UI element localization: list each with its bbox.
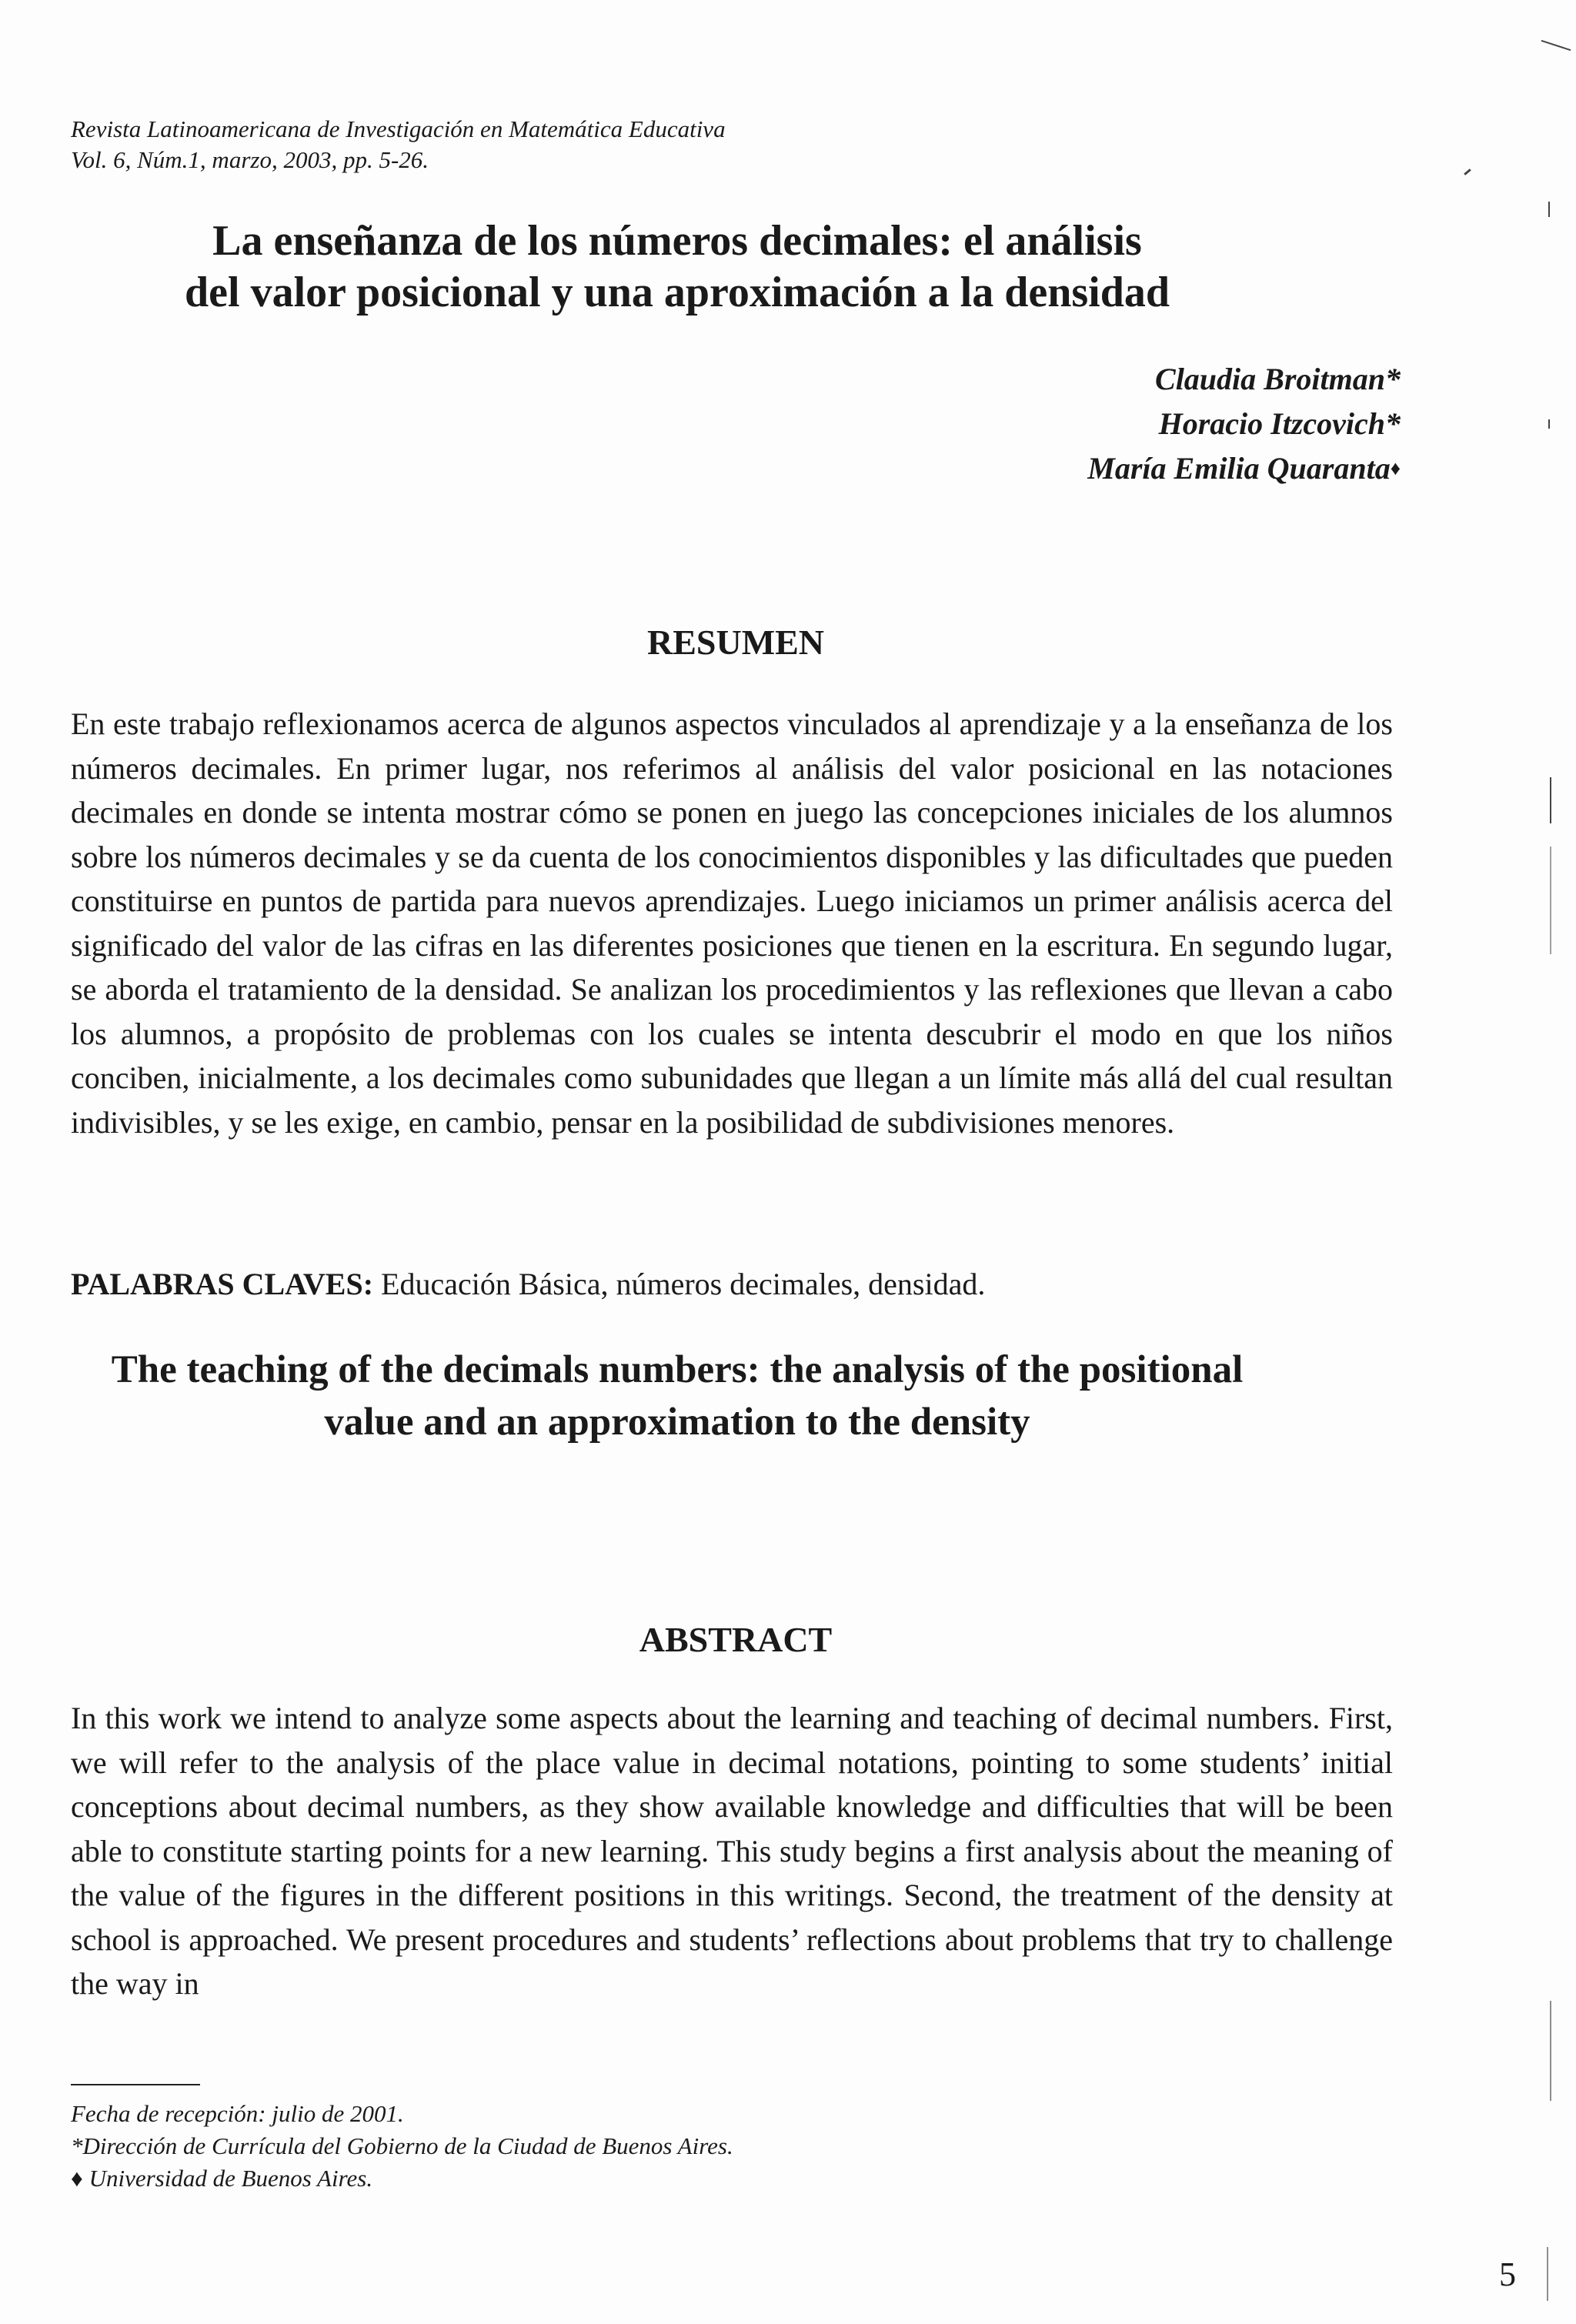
footnotes bbox=[71, 2098, 733, 2195]
spanish-title bbox=[108, 215, 1247, 319]
resumen-paragraph: En este trabajo reflexionamos acerca de algunos aspectos vinculados al aprendizaje y a la enseñanza de los números decimales. En primer lugar, nos referimos al análisis del valor posicional en las notaciones decimales en donde se intenta mostrar cómo se ponen en juego las concepciones iniciales de los alumnos sobre los números decimales y se da cuenta de los conocimientos disponibles y las dificultades que pueden constituirse en puntos de partida para nuevos aprendizajes. Luego iniciamos un primer análisis acerca del significado del valor de las cifras en las diferentes posiciones que tienen en la escritura. En segundo lugar, se aborda el tratamiento de la densidad. Se analizan los procedimientos y las reflexiones que llevan a cabo los alumnos, a propósito de problemas con los cuales se intenta descubrir el modo en que los niños conciben, inicialmente, a los decimales como subunidades que llegan a un límite más allá del cual resultan indivisibles, y se les exige, en cambio, pensar en la posibilidad de subdivisiones menores. bbox=[71, 706, 1393, 1140]
footnote-affiliation-1: *Dirección de Currícula del Gobierno de la Ciudad de Buenos Aires. bbox=[71, 2132, 733, 2159]
scan-mark bbox=[1548, 419, 1550, 429]
keywords bbox=[71, 1262, 985, 1306]
scan-mark bbox=[1548, 202, 1550, 217]
spanish-title-line-2: del valor posicional y una aproximación a la densidad bbox=[185, 269, 1170, 316]
author: María Emilia Quaranta♦ bbox=[1087, 451, 1401, 486]
footnote-affiliation-2: ♦ Universidad de Buenos Aires. bbox=[71, 2165, 373, 2192]
footnote-received: Fecha de recepción: julio de 2001. bbox=[71, 2100, 404, 2127]
abstract-heading: ABSTRACT bbox=[639, 1620, 833, 1659]
keywords-text: Educación Básica, números decimales, densidad. bbox=[381, 1267, 986, 1301]
scan-mark bbox=[1550, 2001, 1551, 2101]
spanish-title-line-1: La enseñanza de los números decimales: el análisis bbox=[212, 217, 1142, 265]
scan-mark bbox=[1550, 777, 1551, 823]
resumen-heading: RESUMEN bbox=[646, 623, 825, 662]
author: Claudia Broitman* bbox=[1155, 362, 1401, 396]
journal-name: Revista Latinoamericana de Investigación en Matemática Educativa bbox=[71, 115, 726, 142]
abstract-paragraph: In this work we intend to analyze some aspects about the learning and teaching of decimal numbers. First, we will refer to the analysis of the place value in decimal notations, pointing to some students’ initial conceptions about decimal numbers, as they show available knowledge and difficulties that will be been able to constitute starting points for a new learning. This study begins a first analysis about the meaning of the value of the figures in the different positions in this writings. Second, the treatment of the density at school is approached. We present procedures and students’ reflections about problems that try to challenge the way in bbox=[71, 1701, 1393, 2001]
author: Horacio Itzcovich* bbox=[1158, 406, 1401, 441]
english-title-line-1: The teaching of the decimals numbers: the analysis of the positional bbox=[111, 1348, 1244, 1391]
english-title-line-2: value and an approximation to the density bbox=[324, 1401, 1030, 1444]
english-title bbox=[108, 1344, 1247, 1448]
scan-mark bbox=[1547, 2247, 1548, 2301]
author-list bbox=[1087, 357, 1401, 491]
footnote-separator bbox=[71, 2084, 200, 2085]
journal-issue: Vol. 6, Núm.1, marzo, 2003, pp. 5-26. bbox=[71, 146, 429, 173]
keywords-label: PALABRAS CLAVES: bbox=[71, 1267, 374, 1301]
scan-mark bbox=[1541, 40, 1571, 51]
journal-header bbox=[71, 114, 726, 175]
page-number: 5 bbox=[1499, 2256, 1516, 2293]
scan-mark bbox=[1464, 169, 1471, 175]
scan-mark bbox=[1550, 846, 1551, 954]
